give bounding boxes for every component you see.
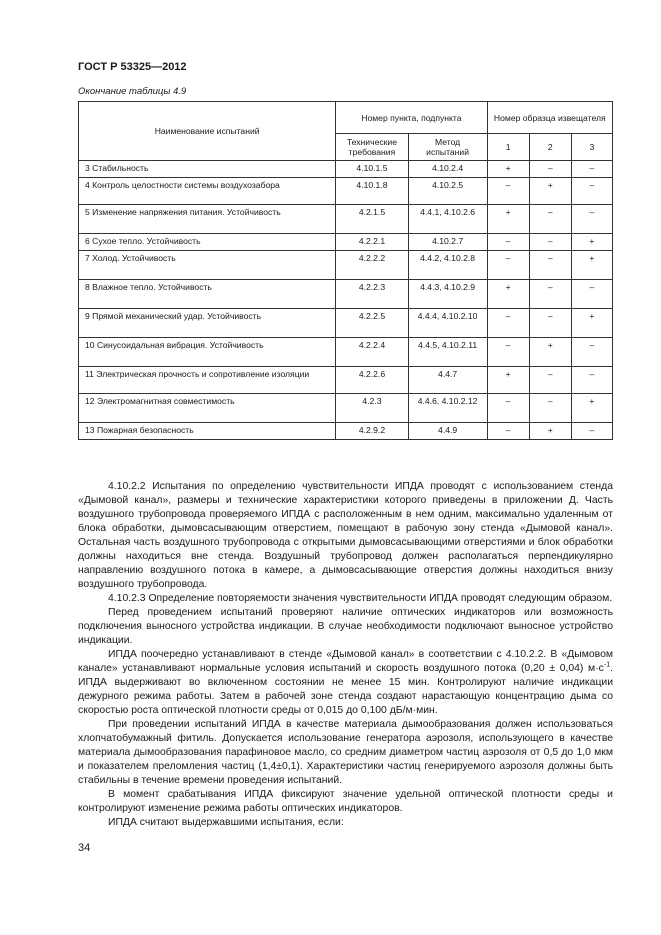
paragraph-smoke-material: При проведении испытаний ИПДА в качестве материала дымообразования должен использоваться хлопчатобумажный фитиль. Допускается использование генератора аэрозоля, использующего в качестве материала дымообразования парафиновое масло, со средним диаметром частиц аэрозоля от 0,5 до 1,0 мкм и показателем преломления частиц (1,4±0,1). Характеристики частиц генерируемого аэрозоля должны быть стабильны в течение времени проведения испытаний. bbox=[78, 719, 613, 786]
tech-requirement-clause: 4.2.1.5 bbox=[336, 205, 408, 234]
unit-exponent: -1 bbox=[603, 661, 611, 669]
sample-2-mark: – bbox=[529, 205, 571, 234]
test-name: 9 Прямой механический удар. Устойчивость bbox=[79, 309, 336, 338]
tech-requirement-clause: 4.2.2.6 bbox=[336, 367, 408, 394]
test-name: 6 Сухое тепло. Устойчивость bbox=[79, 234, 336, 251]
sample-2-mark: + bbox=[529, 178, 571, 205]
test-name: 3 Стабильность bbox=[79, 161, 336, 178]
test-name: 8 Влажное тепло. Устойчивость bbox=[79, 280, 336, 309]
sample-3-mark: – bbox=[571, 280, 612, 309]
tech-requirement-clause: 4.2.2.3 bbox=[336, 280, 408, 309]
tech-requirement-clause: 4.2.2.5 bbox=[336, 309, 408, 338]
test-method-clause: 4.4.2, 4.10.2.8 bbox=[408, 251, 487, 280]
header-tech-requirements: Технические требования bbox=[336, 134, 408, 161]
sample-2-mark: + bbox=[529, 423, 571, 440]
sample-1-mark: + bbox=[487, 205, 529, 234]
sample-1-mark: + bbox=[487, 367, 529, 394]
test-method-clause: 4.10.2.4 bbox=[408, 161, 487, 178]
test-name: 13 Пожарная безопасность bbox=[79, 423, 336, 440]
paragraph-triggering: В момент срабатывания ИПДА фиксируют значение удельной оптической плотности среды и контролируют изменение режима работы оптических индикаторов. bbox=[78, 789, 613, 814]
test-method-clause: 4.4.5, 4.10.2.11 bbox=[408, 338, 487, 367]
sample-2-mark: – bbox=[529, 280, 571, 309]
table-row bbox=[79, 338, 613, 367]
table-row bbox=[79, 394, 613, 423]
page-number: 34 bbox=[78, 842, 91, 854]
sample-3-mark: – bbox=[571, 338, 612, 367]
header-sample-number: Номер образца извещателя bbox=[487, 102, 612, 134]
paragraph-pass-criteria: ИПДА считают выдержавшими испытания, если: bbox=[108, 817, 344, 828]
sample-1-mark: – bbox=[487, 338, 529, 367]
sample-3-mark: – bbox=[571, 367, 612, 394]
tech-requirement-clause: 4.2.2.4 bbox=[336, 338, 408, 367]
test-name: 5 Изменение напряжения питания. Устойчивость bbox=[79, 205, 336, 234]
sample-2-mark: – bbox=[529, 309, 571, 338]
test-method-clause: 4.10.2.5 bbox=[408, 178, 487, 205]
tech-requirement-clause: 4.10.1.5 bbox=[336, 161, 408, 178]
tech-requirement-clause: 4.2.2.2 bbox=[336, 251, 408, 280]
sample-3-mark: + bbox=[571, 394, 612, 423]
sample-3-mark: – bbox=[571, 178, 612, 205]
sample-3-mark: + bbox=[571, 234, 612, 251]
paragraph-preparation: Перед проведением испытаний проверяют наличие оптических индикаторов или возможность подключения выносного устройства индикации. В случае необходимости подключают выносное устройство индикации. bbox=[78, 607, 613, 646]
table-row bbox=[79, 280, 613, 309]
sample-1-mark: – bbox=[487, 423, 529, 440]
paragraph-4-10-2-3: 4.10.2.3 Определение повторяемости значения чувствительности ИПДА проводят следующим образом. bbox=[108, 593, 613, 604]
test-method-clause: 4.4.3, 4.10.2.9 bbox=[408, 280, 487, 309]
sample-2-mark: + bbox=[529, 338, 571, 367]
header-sample-2: 2 bbox=[529, 134, 571, 161]
table-row bbox=[79, 234, 613, 251]
standard-header: ГОСТ Р 53325—2012 bbox=[78, 61, 187, 73]
table-row bbox=[79, 309, 613, 338]
paragraph-installation-start: ИПДА поочередно устанавливают в стенде «Дымовой канал» в соответствии с 4.10.2.2. В «Дымовом канале» устанавливают нормальные условия испытаний и скорость воздушного потока (0,20 ± 0,04) м·с bbox=[78, 649, 613, 674]
tech-requirement-clause: 4.2.2.1 bbox=[336, 234, 408, 251]
header-test-name: Наименование испытаний bbox=[79, 102, 336, 161]
test-name: 11 Электрическая прочность и сопротивление изоляции bbox=[79, 367, 336, 394]
sample-2-mark: – bbox=[529, 234, 571, 251]
paragraph-installation-end: . ИПДА выдерживают во включенном состоянии не менее 15 мин. Контролируют наличие индикации дежурного режима работы. Затем в рабочей зоне стенда создают нарастающую концентрацию дыма со скоростью роста оптической плотности среды от 0,015 до 0,100 дБ/м·мин. bbox=[78, 663, 613, 716]
header-sample-3: 3 bbox=[571, 134, 612, 161]
header-sample-1: 1 bbox=[487, 134, 529, 161]
sample-3-mark: – bbox=[571, 161, 612, 178]
sample-3-mark: – bbox=[571, 423, 612, 440]
sample-2-mark: – bbox=[529, 251, 571, 280]
sample-3-mark: – bbox=[571, 205, 612, 234]
sample-1-mark: + bbox=[487, 161, 529, 178]
sample-1-mark: + bbox=[487, 280, 529, 309]
sample-2-mark: – bbox=[529, 367, 571, 394]
table-row bbox=[79, 205, 613, 234]
tech-requirement-clause: 4.2.9.2 bbox=[336, 423, 408, 440]
test-name: 7 Холод. Устойчивость bbox=[79, 251, 336, 280]
test-method-clause: 4.4.4, 4.10.2.10 bbox=[408, 309, 487, 338]
sample-1-mark: – bbox=[487, 309, 529, 338]
test-method-clause: 4.10.2.7 bbox=[408, 234, 487, 251]
header-test-methods: Метод испытаний bbox=[408, 134, 487, 161]
paragraph-4-10-2-2: 4.10.2.2 Испытания по определению чувствительности ИПДА проводят с использованием стенда «Дымовой канал», размеры и технические характеристики которого приведены в приложении Д. Часть воздушного трубопровода проверяемого ИПДА с расположенным в нем одним, максимально удаленным от блока обработки, дымовсасывающим отверстием, помещают в рабочую зону стенда «Дымовой канал». Остальная часть воздушного трубопровода с открытыми дымовсасывающими отверстиями и блок обработки должны находиться вне стенда. Воздушный трубопровод должен располагаться перпендикулярно направлению воздушного потока в камере, а дымовсасывающие отверстия должны находиться внизу воздушного трубопровода. bbox=[78, 481, 613, 590]
tech-requirement-clause: 4.10.1.8 bbox=[336, 178, 408, 205]
table-row bbox=[79, 178, 613, 205]
table-caption: Окончание таблицы 4.9 bbox=[78, 86, 187, 97]
test-method-clause: 4.4.1, 4.10.2.6 bbox=[408, 205, 487, 234]
test-method-clause: 4.4.9 bbox=[408, 423, 487, 440]
table-row bbox=[79, 367, 613, 394]
sample-3-mark: + bbox=[571, 309, 612, 338]
test-method-clause: 4.4.6, 4.10.2.12 bbox=[408, 394, 487, 423]
paragraph-installation bbox=[78, 648, 613, 718]
body-text bbox=[78, 480, 613, 830]
table-row bbox=[79, 423, 613, 440]
sample-1-mark: – bbox=[487, 234, 529, 251]
table-row bbox=[79, 161, 613, 178]
sample-2-mark: – bbox=[529, 394, 571, 423]
tech-requirement-clause: 4.2.3 bbox=[336, 394, 408, 423]
sample-1-mark: – bbox=[487, 394, 529, 423]
header-clause-number: Номер пункта, подпункта bbox=[336, 102, 487, 134]
sample-1-mark: – bbox=[487, 178, 529, 205]
test-name: 4 Контроль целостности системы воздухозабора bbox=[79, 178, 336, 205]
sample-2-mark: – bbox=[529, 161, 571, 178]
tests-table bbox=[78, 101, 613, 440]
sample-1-mark: – bbox=[487, 251, 529, 280]
test-name: 10 Синусоидальная вибрация. Устойчивость bbox=[79, 338, 336, 367]
test-method-clause: 4.4.7 bbox=[408, 367, 487, 394]
table-row bbox=[79, 251, 613, 280]
test-name: 12 Электромагнитная совместимость bbox=[79, 394, 336, 423]
sample-3-mark: + bbox=[571, 251, 612, 280]
